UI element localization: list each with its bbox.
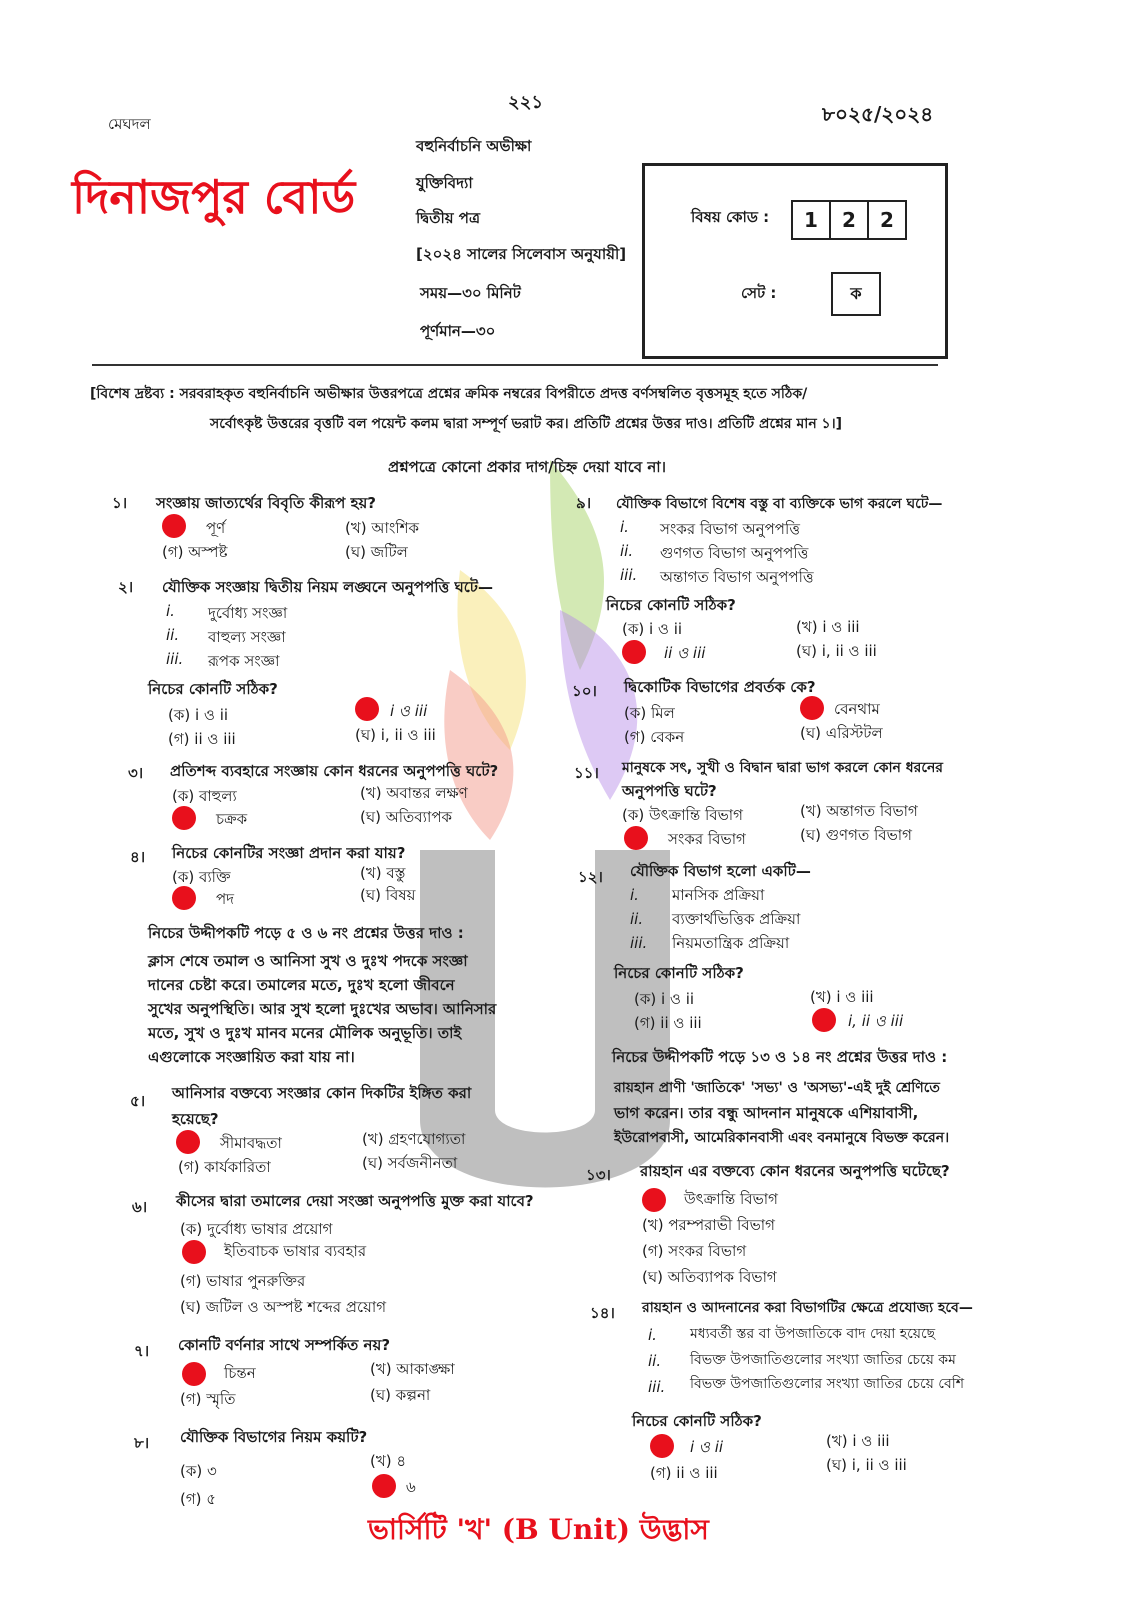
q7-text: কোনটি বর্ণনার সাথে সম্পর্কিত নয়? [178,1336,391,1354]
q12-text: যৌক্তিক বিভাগ হলো একটি— [630,862,811,880]
q9-stmt-i: সংকর বিভাগ অনুপপত্তি [660,520,800,538]
q7-option-b: (খ) আকাঙ্ক্ষা [370,1360,455,1378]
q3-number: ৩। [128,764,144,782]
subject-code-box [642,163,948,359]
q9-stmt-iii: অন্তাগত বিভাগ অনুপপত্তি [660,568,814,586]
subject-name: যুক্তিবিদ্যা [416,174,473,192]
q2-text: যৌক্তিক সংজ্ঞায় দ্বিতীয় নিয়ম লঙ্ঘনে অনুপপত্তি ঘটে— [162,578,493,596]
answer-mark-icon [182,1240,206,1264]
q7-option-c: (গ) স্মৃতি [180,1390,236,1408]
q14-stmt-iii-num: iii. [648,1378,666,1396]
paper-code: ৮০২৫/২০২৪ [822,102,934,126]
q9-stmt-iii-num: iii. [620,566,638,584]
header-divider [92,364,938,366]
stimulus-1-heading: নিচের উদ্দীপকটি পড়ে ৫ ও ৬ নং প্রশ্নের উত্তর দাও : [148,924,464,942]
q6-option-c: (গ) ভাষার পুনরুক্তির [180,1272,306,1290]
q12-number: ১২। [578,868,603,886]
q7-number: ৭। [134,1342,150,1360]
answer-mark-icon [812,1008,836,1032]
answer-mark-icon [372,1474,396,1498]
q12-stmt-i-num: i. [630,886,639,904]
q2-option-d: (ঘ) i, ii ও iii [355,726,436,744]
q5-option-b: (খ) গ্রহণযোগ্যতা [362,1130,466,1148]
stimulus-1-line: সুখের অনুপস্থিতি। আর সুখ হলো দুঃখের অভাব। আনিসার [148,1000,497,1018]
paper-name: দ্বিতীয় পত্র [416,209,481,227]
stimulus-1-line: দানের চেষ্টা করে। তমালের মতে, দুঃখ হলো জীবনে [148,976,455,994]
stimulus-2-line: রায়হান প্রাণী 'জাতিকে' 'সভ্য' ও 'অসভ্য'-এই দুই শ্রেণিতে [614,1080,940,1096]
q2-stmt-iii-num: iii. [166,650,184,668]
q10-number: ১০। [572,682,597,700]
q7-option-a: চিন্তন [224,1364,256,1382]
q6-text: কীসের দ্বারা তমালের দেয়া সংজ্ঞা অনুপপত্তি মুক্ত করা যাবে? [176,1192,534,1210]
q12-option-b: (খ) i ও iii [810,988,874,1006]
q12-stmt-iii-num: iii. [630,934,648,952]
q5-text: আনিসার বক্তব্যে সংজ্ঞার কোন দিকটির ইঙ্গিত করা [172,1084,472,1102]
q12-option-a: (ক) i ও ii [634,990,695,1008]
q14-option-c: (গ) ii ও iii [650,1464,718,1482]
q1-number: ১। [112,494,128,512]
answer-mark-icon [642,1188,666,1212]
q11-option-b: (খ) অন্তাগত বিভাগ [800,802,918,820]
q2-option-b: i ও iii [390,702,428,720]
q1-option-a: পূর্ণ [206,519,226,537]
answer-mark-icon [172,806,196,830]
q14-text: রায়হান ও আদনানের করা বিভাগটির ক্ষেত্রে প্রযোজ্য হবে— [642,1300,973,1316]
q8-number: ৮। [134,1434,150,1452]
answer-mark-icon [355,697,379,721]
q11-option-a: (ক) উৎক্রান্তি বিভাগ [622,806,743,824]
stimulus-2-heading: নিচের উদ্দীপকটি পড়ে ১৩ ও ১৪ নং প্রশ্নের উত্তর দাও : [612,1048,948,1066]
q6-option-b: ইতিবাচক ভাষার ব্যবহার [224,1242,367,1260]
q4-number: ৪। [130,848,146,866]
q12-option-d: i, ii ও iii [848,1012,904,1030]
subject-code-label: বিষয় কোড : [691,208,770,226]
q11-option-c: সংকর বিভাগ [668,830,746,848]
q14-option-d: (ঘ) i, ii ও iii [826,1456,907,1474]
q8-option-a: (ক) ৩ [180,1462,217,1480]
q10-option-a: (ক) মিল [624,704,675,722]
exam-type: বহুনির্বাচনি অভীক্ষা [416,137,532,155]
stimulus-1-line: ক্লাস শেষে তমাল ও আনিসা সুখ ও দুঃখ পদকে সংজ্ঞা [148,952,468,970]
answer-mark-icon [172,886,196,910]
q2-stmt-i-num: i. [166,602,175,620]
q12-stmt-ii: ব্যক্তার্থভিত্তিক প্রক্রিয়া [672,910,801,928]
q13-option-d: (ঘ) অতিব্যাপক বিভাগ [642,1268,777,1286]
q9-option-d: (ঘ) i, ii ও iii [796,642,877,660]
q11-number: ১১। [574,764,599,782]
q1-option-c: (গ) অস্পষ্ট [162,543,228,561]
q14-number: ১৪। [590,1304,615,1322]
q9-option-a: (ক) i ও ii [622,620,683,638]
instruction-line-2: সর্বোৎকৃষ্ট উত্তরের বৃত্তটি বল পয়েন্ট কলম দ্বারা সম্পূর্ণ ভরাট কর। প্রতিটি প্রশ্নের উত্তর দাও। প্রতিটি প্রশ্নের মান ১।] [210,416,843,432]
q2-stmt-ii: বাহুল্য সংজ্ঞা [208,628,286,646]
time-label: সময়—৩০ মিনিট [420,284,521,302]
q9-stmt-i-num: i. [620,518,629,536]
q5-option-d: (ঘ) সর্বজনীনতা [362,1154,458,1172]
instruction-line-1: [বিশেষ দ্রষ্টব্য : সরবরাহকৃত বহুনির্বাচনি অভীক্ষার উত্তরপত্রে প্রশ্নের ক্রমিক নম্বরের বিপরীতে প্রদত্ত বর্ণসম্বলিত বৃত্তসমূহ হতে সঠিক/ [90,386,808,402]
q1-option-d: (ঘ) জটিল [345,543,408,561]
q9-which: নিচের কোনটি সঠিক? [606,596,736,614]
q5-number: ৫। [130,1092,146,1110]
q14-stmt-ii: বিভক্ত উপজাতিগুলোর সংখ্যা জাতির চেয়ে কম [690,1352,956,1368]
q5-text-cont: হয়েছে? [172,1110,219,1128]
q13-option-c: (গ) সংকর বিভাগ [642,1242,747,1260]
q9-option-c: ii ও iii [664,644,706,662]
q14-stmt-ii-num: ii. [648,1352,662,1370]
answer-mark-icon [182,1362,206,1386]
code-digit: 2 [880,208,894,232]
q4-text: নিচের কোনটির সংজ্ঞা প্রদান করা যায়? [172,844,406,862]
q6-number: ৬। [132,1198,148,1216]
code-digit: 1 [793,202,831,238]
q9-stmt-ii: গুণগত বিভাগ অনুপপত্তি [660,544,809,562]
q13-option-a: উৎক্রান্তি বিভাগ [684,1190,778,1208]
q12-stmt-iii: নিয়মতান্ত্রিক প্রক্রিয়া [672,934,790,952]
page-number: ২২১ [508,92,544,113]
q11-option-d: (ঘ) গুণগত বিভাগ [800,826,912,844]
q2-stmt-ii-num: ii. [166,626,180,644]
q8-text: যৌক্তিক বিভাগের নিয়ম কয়টি? [180,1428,368,1446]
q10-option-c: (গ) বেকন [624,728,685,746]
q3-option-d: (ঘ) অতিব্যাপক [360,808,452,826]
subject-code-cells [791,200,907,240]
q14-stmt-i-num: i. [648,1326,657,1344]
q8-option-b: (খ) ৪ [370,1452,407,1470]
q9-stmt-ii-num: ii. [620,542,634,560]
code-digit: 2 [831,202,869,238]
stimulus-1-line: এগুলোকে সংজ্ঞায়িত করা যায় না। [148,1048,355,1066]
top-left-label: মেঘদল [108,115,151,133]
q14-stmt-iii: বিভক্ত উপজাতিগুলোর সংখ্যা জাতির চেয়ে বেশি [690,1376,965,1392]
q4-option-b: (খ) বস্তু [360,864,406,882]
q6-option-d: (ঘ) জটিল ও অস্পষ্ট শব্দের প্রয়োগ [180,1298,387,1316]
stimulus-1-line: মতে, সুখ ও দুঃখ মানব মনের মৌলিক অনুভূতি। তাই [148,1024,462,1042]
q10-option-d: (ঘ) এরিস্টটল [800,724,883,742]
q2-option-a: (ক) i ও ii [168,706,229,724]
q13-number: ১৩। [586,1166,611,1184]
q14-option-b: (খ) i ও iii [826,1432,890,1450]
q13-text: রায়হান এর বক্তব্যে কোন ধরনের অনুপপত্তি ঘটেছে? [640,1162,950,1180]
q2-number: ২। [118,578,134,596]
q10-text: দ্বিকোটিক বিভাগের প্রবর্তক কে? [624,678,816,696]
marks-label: পূর্ণমান—৩০ [420,322,496,340]
q3-text: প্রতিশব্দ ব্যবহারে সংজ্ঞায় কোন ধরনের অনুপপত্তি ঘটে? [170,762,499,780]
q14-stmt-i: মধ্যবর্তী স্তর বা উপজাতিকে বাদ দেয়া হয়েছে [690,1326,936,1342]
instruction-line-3: প্রশ্নপত্রে কোনো প্রকার দাগ/চিহ্ন দেয়া যাবে না। [388,458,667,476]
q12-stmt-i: মানসিক প্রক্রিয়া [672,886,765,904]
q3-option-a: (ক) বাহুল্য [172,787,237,805]
stimulus-2-line: ইউরোপবাসী, আমেরিকানবাসী এবং বনমানুষে বিভক্ত করেন। [614,1130,950,1146]
q9-number: ৯। [576,494,592,512]
stimulus-2-line: ভাগ করেন। তার বন্ধু আদনান মানুষকে এশিয়াবাসী, [614,1104,919,1122]
q4-option-a: (ক) ব্যক্তি [172,868,231,886]
q11-text-cont: অনুপপত্তি ঘটে? [622,782,717,800]
footer-brand: ভার্সিটি 'খ' (B Unit) উদ্ভাস [368,1513,709,1546]
q7-option-d: (ঘ) কল্পনা [370,1386,431,1404]
q2-which: নিচের কোনটি সঠিক? [148,680,278,698]
q13-option-b: (খ) পরম্পরাভী বিভাগ [642,1216,775,1234]
set-label: সেট : [741,284,777,302]
q5-option-a: সীমাবদ্ধতা [220,1134,282,1152]
q2-stmt-iii: রূপক সংজ্ঞা [208,652,280,670]
q12-option-c: (গ) ii ও iii [634,1014,702,1032]
q4-option-d: (ঘ) বিষয় [360,886,416,904]
q3-option-b: (খ) অবান্তর লক্ষণ [360,784,468,802]
q2-stmt-i: দুর্বোধ্য সংজ্ঞা [208,604,288,622]
q6-option-a: (ক) দুর্বোধ্য ভাষার প্রয়োগ [180,1220,333,1238]
set-value: ক [831,272,881,316]
q11-text: মানুষকে সৎ, সুখী ও বিদ্বান দ্বারা ভাগ করলে কোন ধরনের [622,760,944,776]
q3-option-c: চক্রক [216,810,248,828]
q4-option-c: পদ [216,890,235,908]
q12-stmt-ii-num: ii. [630,910,644,928]
q12-which: নিচের কোনটি সঠিক? [614,964,744,982]
q8-option-d: ৬ [406,1478,416,1496]
q10-option-b: বেনথাম [834,700,880,718]
board-title: দিনাজপুর বোর্ড [72,170,356,224]
answer-mark-icon [622,640,646,664]
q14-option-a: i ও ii [690,1438,724,1456]
q1-option-b: (খ) আংশিক [345,519,419,537]
answer-mark-icon [162,514,186,538]
answer-mark-icon [176,1130,200,1154]
q2-option-c: (গ) ii ও iii [168,730,236,748]
syllabus-note: [২০২৪ সালের সিলেবাস অনুযায়ী] [416,245,627,263]
q9-text: যৌক্তিক বিভাগে বিশেষ বস্তু বা ব্যক্তিকে ভাগ করলে ঘটে— [616,496,943,512]
q5-option-c: (গ) কার্যকারিতা [178,1158,271,1176]
q14-which: নিচের কোনটি সঠিক? [632,1412,762,1430]
q9-option-b: (খ) i ও iii [796,618,860,636]
q1-text: সংজ্ঞায় জাত্যর্থের বিবৃতি কীরূপ হয়? [156,494,377,512]
q8-option-c: (গ) ৫ [180,1490,217,1508]
answer-mark-icon [650,1434,674,1458]
answer-mark-icon [624,826,648,850]
answer-mark-icon [800,696,824,720]
